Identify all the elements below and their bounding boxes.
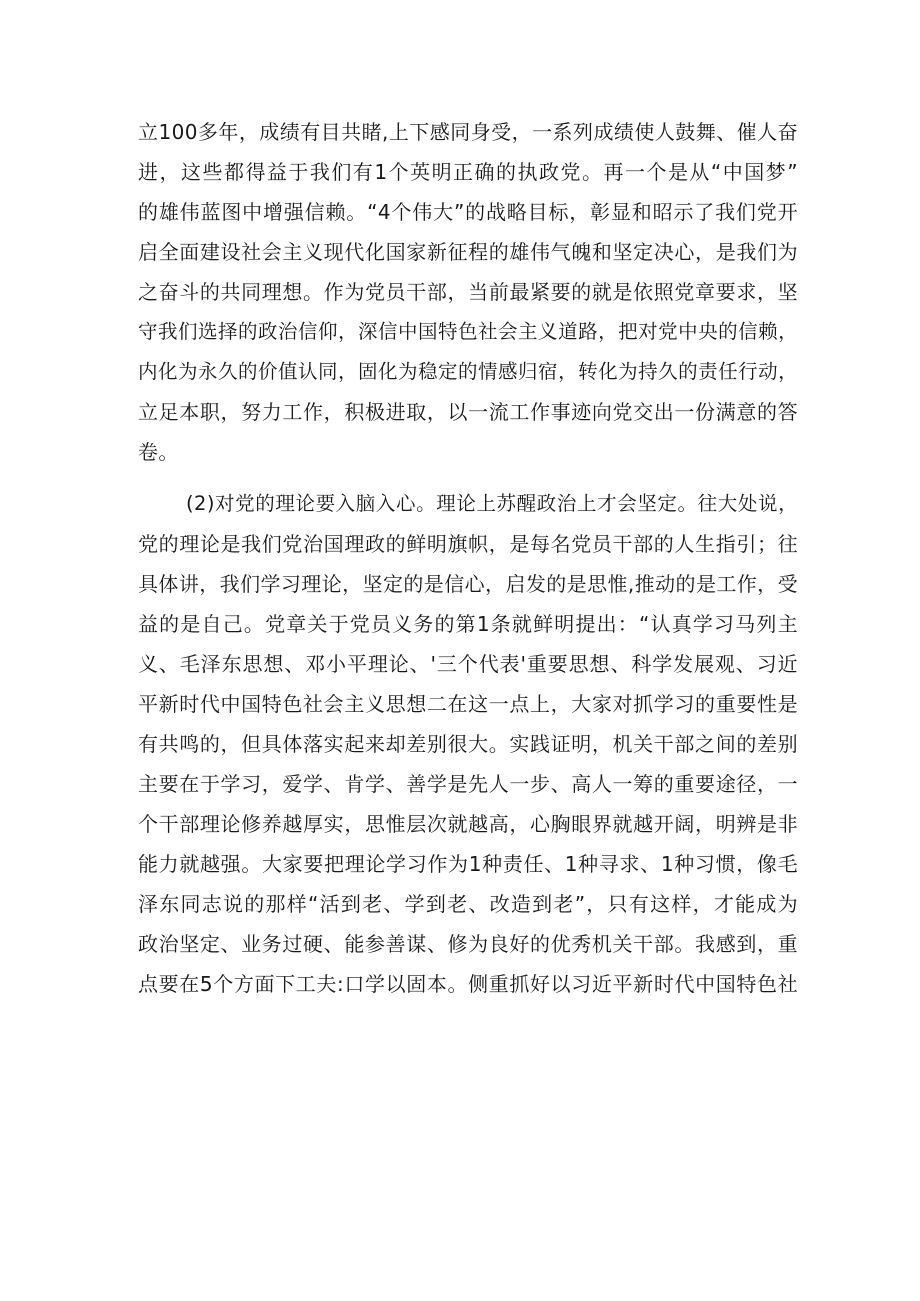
text-line: 具体讲，我们学习理论，坚定的是信心，启发的是思惟,推动的是工作，受: [138, 572, 798, 596]
paragraph-1: [138, 112, 798, 472]
text-line: 立足本职，努力工作，积极进取，以一流工作事迹向党交出一份满意的答: [138, 400, 798, 424]
text-line: 平新时代中国特色社会主义思想二在这一点上，大家对抓学习的重要性是: [138, 692, 798, 716]
text-line: 党的理论是我们党治国理政的鲜明旗帜，是每名党员干部的人生指引；往: [138, 532, 798, 556]
text-line: (2)对党的理论要入脑入心。理论上苏醒政治上才会坚定。往大处说，: [186, 492, 798, 515]
paragraph-spacer: [138, 472, 798, 484]
text-line: 个干部理论修养越厚实，思惟层次就越高，心胸眼界就越开阔，明辨是非: [138, 812, 798, 836]
text-line: 立100多年，成绩有目共睹,上下感同身受，一系列成绩使人鼓舞、催人奋: [138, 120, 798, 144]
text-line: 之奋斗的共同理想。作为党员干部，当前最紧要的就是依照党章要求，坚: [138, 280, 798, 304]
text-line: 启全面建设社会主义现代化国家新征程的雄伟气魄和坚定决心，是我们为: [138, 240, 798, 264]
text-line: 政治坚定、业务过硬、能参善谋、修为良好的优秀机关干部。我感到，重: [138, 932, 798, 956]
text-line: 进，这些都得益于我们有1个英明正确的执政党。再一个是从“中国梦”: [138, 160, 798, 184]
text-line: 点要在5个方面下工夫:口学以固本。侧重抓好以习近平新时代中国特色社: [138, 972, 798, 996]
text-line: 有共鸣的，但具体落实起来却差别很大。实践证明，机关干部之间的差别: [138, 732, 798, 756]
text-line: 益的是自己。党章关于党员义务的第1条就鲜明提出：“认真学习马列主: [138, 612, 798, 636]
text-line: 泽东同志说的那样“活到老、学到老、改造到老”，只有这样，才能成为: [138, 892, 798, 916]
text-line: 义、毛泽东思想、邓小平理论、'三个代表'重要思想、科学发展观、习近: [138, 652, 798, 676]
text-line: 的雄伟蓝图中增强信赖。“4个伟大”的战略目标，彰显和昭示了我们党开: [138, 200, 798, 224]
text-line: 主要在于学习，爱学、肯学、善学是先人一步、高人一筹的重要途径，一: [138, 772, 798, 796]
text-line: 守我们选择的政治信仰，深信中国特色社会主义道路，把对党中央的信赖，: [138, 320, 798, 343]
text-line: 能力就越强。大家要把理论学习作为1种责任、1种寻求、1种习惯，像毛: [138, 852, 798, 876]
text-line: 内化为永久的价值认同，固化为稳定的情感归宿，转化为持久的责任行动，: [138, 360, 798, 383]
paragraph-2: [138, 484, 798, 1004]
document-body: [138, 112, 798, 1004]
text-line: 卷。: [138, 440, 179, 464]
